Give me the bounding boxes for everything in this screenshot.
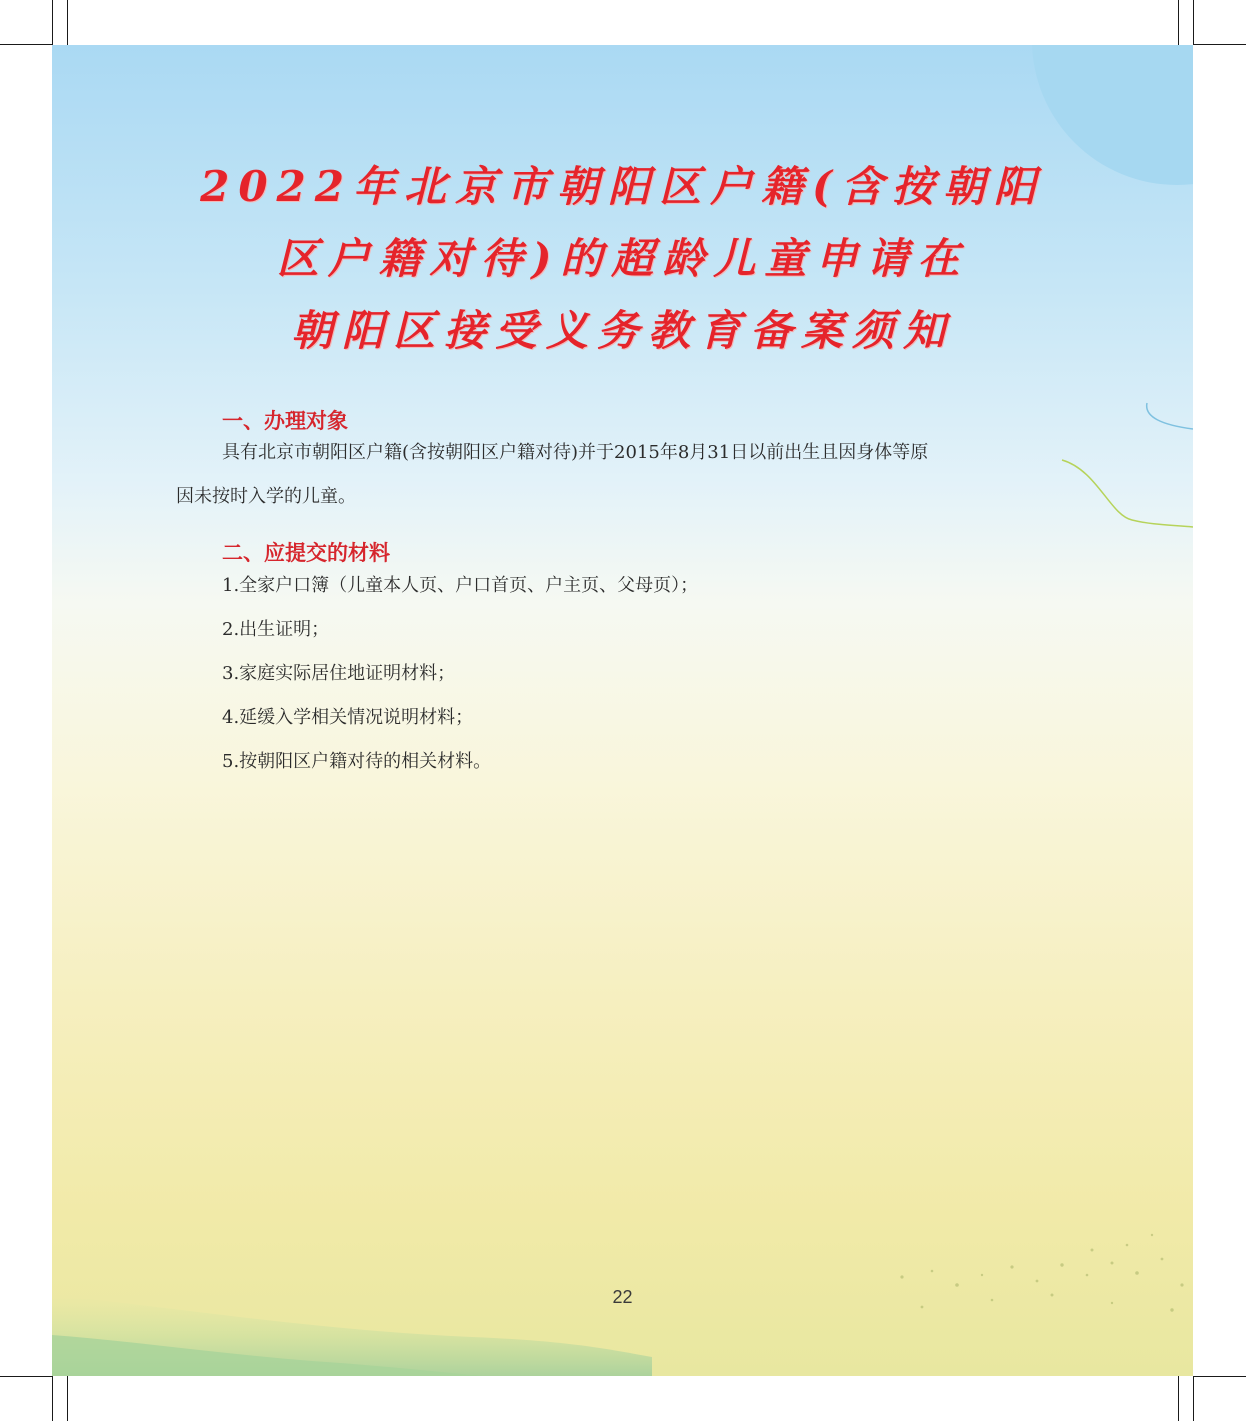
crop-mark [67, 1376, 68, 1421]
document-title [52, 151, 1193, 367]
crop-mark [0, 44, 52, 45]
materials-list-item: 5.按朝阳区户籍对待的相关材料。 [222, 751, 492, 772]
materials-list-item: 3.家庭实际居住地证明材料； [222, 663, 456, 684]
document-title-line: 区户籍对待)的超龄儿童申请在 [276, 234, 969, 283]
curve-decoration [1147, 403, 1193, 429]
crop-mark [1193, 44, 1246, 45]
section-heading-applicants: 一、办理对象 [222, 409, 348, 433]
crop-mark [1178, 0, 1179, 45]
materials-list-item: 4.延缓入学相关情况说明材料； [222, 707, 474, 728]
crop-mark [1193, 0, 1194, 45]
crop-mark [1178, 1376, 1179, 1421]
crop-mark [52, 0, 53, 45]
page-number: 22 [612, 1287, 633, 1307]
section-heading-materials: 二、应提交的材料 [222, 541, 390, 565]
section-paragraph-line: 具有北京市朝阳区户籍(含按朝阳区户籍对待)并于2015年8月31日以前出生且因身体等原 [222, 442, 929, 463]
materials-list-item: 1.全家户口簿（儿童本人页、户口首页、户主页、父母页）； [222, 575, 699, 596]
curve-decoration [1062, 460, 1193, 527]
document-title-line: 朝阳区接受义务教育备案须知 [290, 306, 954, 355]
crop-mark [1193, 1376, 1194, 1421]
crop-mark [1193, 1376, 1246, 1377]
crop-mark [0, 1376, 52, 1377]
materials-list-item: 2.出生证明； [222, 619, 330, 640]
document-title-line: 2022年北京市朝阳区户籍(含按朝阳 [200, 162, 1045, 211]
document-page [52, 45, 1193, 1376]
section-paragraph-line: 因未按时入学的儿童。 [176, 486, 356, 507]
crop-mark [52, 1376, 53, 1421]
crop-mark [67, 0, 68, 45]
